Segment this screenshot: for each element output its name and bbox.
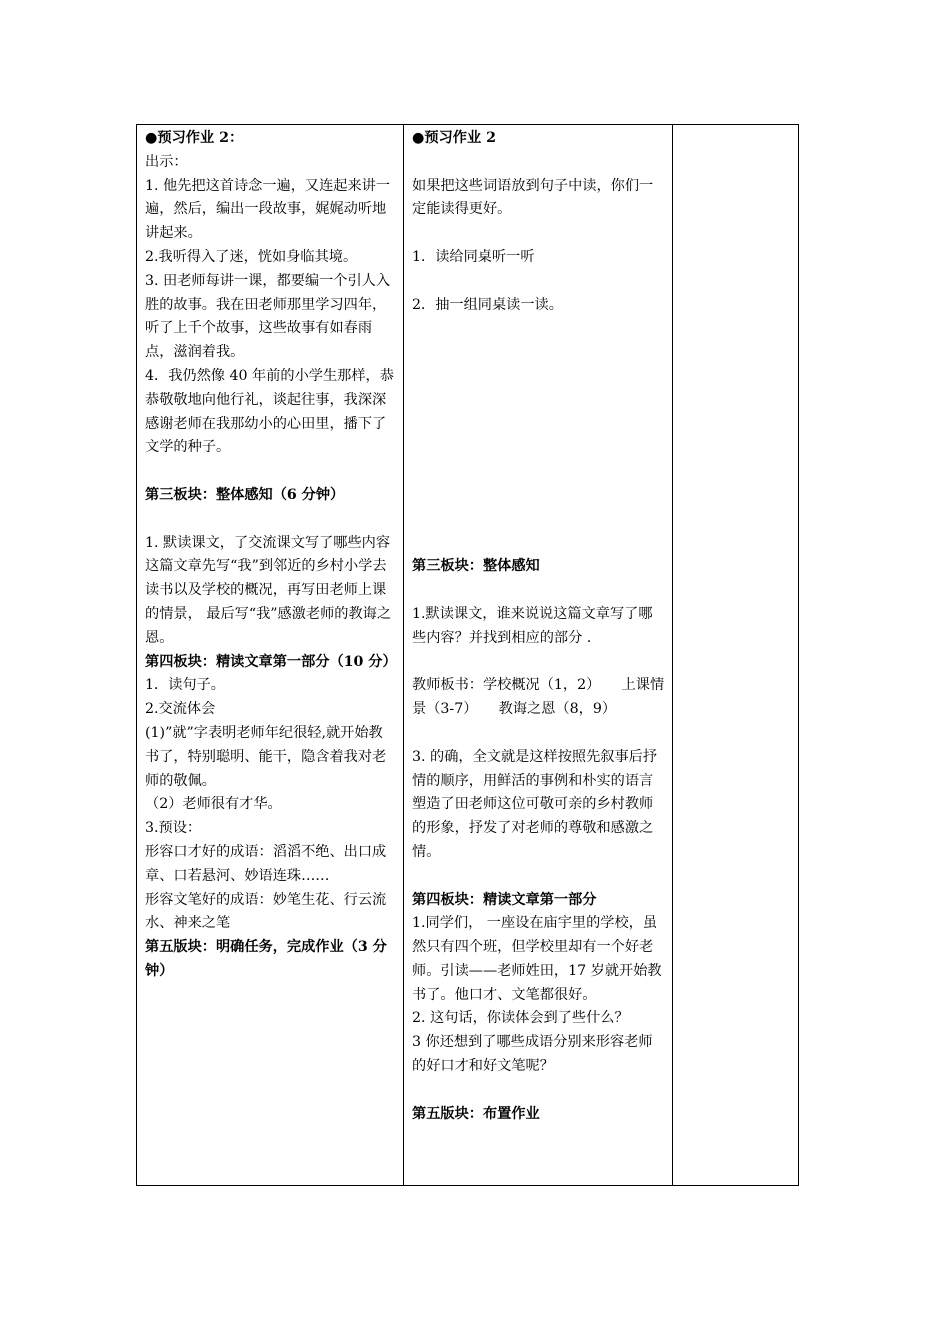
text-line: 4．我仍然像 40 年前的小学生那样，恭恭敬敬地向他行礼，谈起往事，我深深感谢老师在我那幼小的心田里，播下了文学的种子。	[145, 367, 394, 456]
teaching-activity	[412, 127, 665, 1126]
blank-line	[412, 270, 665, 294]
section-heading: ●预习作业 2：	[145, 130, 244, 146]
blank-line	[412, 317, 665, 341]
blank-line	[412, 365, 665, 389]
text-line: 形容文笔好的成语：妙笔生花、行云流水、神来之笔	[145, 891, 387, 932]
blank-line	[412, 1079, 665, 1103]
section-heading: 第三板块：整体感知	[412, 558, 540, 575]
text-line: 3. 田老师每讲一课，都要编一个引人入胜的故事。我在田老师那里学习四年，听了上千个故事，这些故事有如春雨点，滋润着我。	[145, 272, 391, 361]
blank-line	[412, 460, 665, 484]
text-line: 这篇文章先写“我”到邻近的乡村小学去读书以及学校的概况，再写田老师上课的情景， 最后写“我”感激老师的教诲之恩。	[145, 558, 392, 646]
section-heading: 第五版块：布置作业	[412, 1105, 540, 1122]
blank-line	[412, 508, 665, 532]
blank-line	[412, 341, 665, 365]
text-line: 教师板书：学校概况（1，2） 上课情景（3-7） 教诲之恩（8，9）	[412, 677, 665, 718]
blank-line	[412, 436, 665, 460]
blank-line	[412, 579, 665, 603]
text-line: 出示：	[145, 153, 188, 170]
text-line: 1.默读课文，谁来说说这篇文章写了哪些内容？并找到相应的部分 .	[412, 605, 653, 646]
teaching-content	[145, 127, 396, 984]
text-line: (1)”就”字表明老师年纪很轻,就开始教书了，特别聪明、能干，隐含着我对老师的敬佩。	[145, 724, 387, 789]
text-line: 2.我听得入了迷，恍如身临其境。	[145, 248, 358, 265]
text-line: 3.预设：	[145, 820, 202, 837]
blank-line	[412, 151, 665, 175]
text-line: 形容口才好的成语：滔滔不绝、出口成章、口若悬河、妙语连珠……	[145, 843, 387, 884]
blank-line	[412, 532, 665, 556]
table-row	[137, 125, 799, 1186]
text-line: 如果把这些词语放到句子中读，你们一定能读得更好。	[412, 177, 654, 218]
text-line: （2）老师很有才华。	[145, 796, 282, 813]
lesson-plan-table	[136, 124, 799, 1186]
section-heading: 第五版块：明确任务，完成作业（3 分钟）	[145, 939, 387, 979]
text-line: 3. 的确，全文就是这样按照先叙事后抒情的顺序，用鲜活的事例和朴实的语言塑造了田老师这位可敬可亲的乡村教师的形象，抒发了对老师的尊敬和感激之情。	[412, 748, 658, 860]
text-line: 1. 他先把这首诗念一遍，又连起来讲一遍，然后，编出一段故事，娓娓动听地讲起来。	[145, 177, 391, 242]
text-line: 3 你还想到了哪些成语分别来形容老师的好口才和好文笔呢？	[412, 1034, 653, 1075]
teaching-content-cell	[137, 125, 404, 1186]
teaching-activity-cell	[404, 125, 673, 1186]
text-line: 2．抽一组同桌读一读。	[412, 296, 563, 313]
blank-line	[145, 460, 396, 484]
blank-line	[412, 722, 665, 746]
section-heading: 第四板块：精读文章第一部分	[412, 891, 597, 908]
text-line: 1．读句子。	[145, 677, 225, 694]
blank-line	[412, 651, 665, 675]
blank-line	[412, 222, 665, 246]
blank-line	[145, 508, 396, 532]
section-heading: 第三板块：整体感知（6 分钟）	[145, 486, 345, 503]
text-line: 1．读给同桌听一听	[412, 248, 535, 265]
blank-line	[412, 865, 665, 889]
text-line: 2. 这句话，你读体会到了些什么？	[412, 1010, 629, 1027]
notes-cell	[673, 125, 799, 1186]
blank-line	[412, 484, 665, 508]
section-heading: 第四板块：精读文章第一部分（10 分）	[145, 653, 397, 670]
text-line: 2.交流体会	[145, 701, 216, 718]
section-heading: ●预习作业 2	[412, 130, 496, 146]
text-line: 1. 默读课文，了交流课文写了哪些内容	[145, 534, 391, 551]
text-line: 1.同学们， 一座设在庙宇里的学校，虽然只有四个班，但学校里却有一个好老师。引读——老师姓田，17 岁就开始教书了。他口才、文笔都很好。	[412, 915, 662, 1003]
blank-line	[412, 413, 665, 437]
blank-line	[412, 389, 665, 413]
